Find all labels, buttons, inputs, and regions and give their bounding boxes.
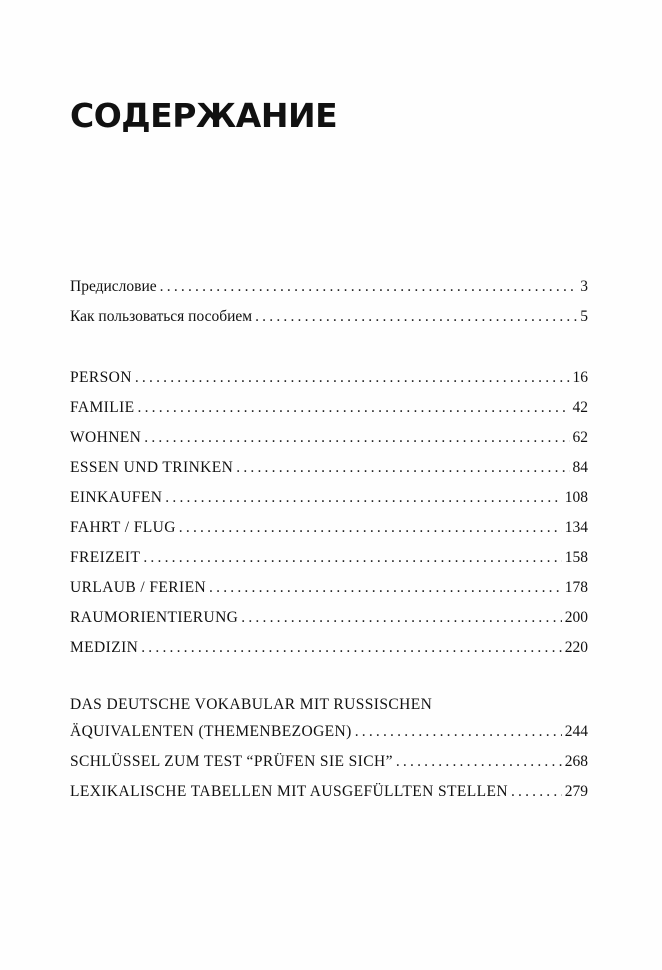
toc-entry-page: 178 (564, 579, 588, 596)
toc-entry[interactable] (70, 573, 588, 603)
dot-leader (179, 513, 562, 543)
toc-entry-page: 108 (564, 489, 588, 506)
toc-entry-page: 279 (564, 783, 588, 800)
dot-leader (236, 453, 569, 483)
dot-leader (255, 302, 577, 332)
toc-entry-label: FAMILIE (70, 399, 135, 416)
dot-leader (143, 543, 561, 573)
toc-entry-label: URLAUB / FERIEN (70, 579, 207, 596)
dot-leader (135, 363, 570, 393)
toc-entry[interactable] (70, 393, 588, 423)
toc-entry-page: 42 (572, 399, 588, 416)
toc-entry-page: 84 (572, 459, 588, 476)
toc-entry-label: SCHLÜSSEL ZUM TEST “PRÜFEN SIE SICH” (70, 753, 393, 770)
toc-entry-label: RAUMORIENTIERUNG (70, 609, 239, 626)
dot-leader (355, 717, 562, 747)
toc-entry-vocabulary[interactable] (70, 693, 588, 747)
toc-entry-label: WOHNEN (70, 429, 142, 446)
toc-entry-page: 268 (564, 753, 588, 770)
toc-entry[interactable] (70, 483, 588, 513)
toc-entry-label: PERSON (70, 369, 132, 386)
dot-leader (396, 747, 562, 777)
toc-entry[interactable] (70, 302, 588, 332)
toc-entry-page: 158 (564, 549, 588, 566)
toc-entry[interactable] (70, 777, 588, 807)
dot-leader (160, 272, 578, 302)
toc-entry-page: 16 (572, 369, 588, 386)
toc-intro-group (70, 272, 588, 332)
toc-entry[interactable] (70, 423, 588, 453)
toc-entry-label: LEXIKALISCHE TABELLEN MIT AUSGEFÜLLTEN STELLEN (70, 783, 508, 800)
toc-entry[interactable] (70, 633, 588, 663)
toc-entry-label: ESSEN UND TRINKEN (70, 459, 234, 476)
dot-leader (165, 483, 561, 513)
page-title: СОДЕРЖАНИЕ (70, 96, 338, 135)
dot-leader (141, 633, 562, 663)
dot-leader (144, 423, 569, 453)
dot-leader (138, 393, 570, 423)
toc-entry[interactable] (70, 747, 588, 777)
toc-entry-line2 (70, 717, 588, 747)
toc-entry-page: 244 (564, 723, 588, 740)
toc-entry[interactable] (70, 363, 588, 393)
toc-entry[interactable] (70, 453, 588, 483)
toc-entry-label: Предисловие (70, 278, 157, 295)
toc-entry-page: 134 (564, 519, 588, 536)
toc-entry[interactable] (70, 272, 588, 302)
dot-leader (511, 777, 562, 807)
toc-entry-page: 220 (564, 639, 588, 656)
toc-appendix-group (70, 693, 588, 807)
toc-entry[interactable] (70, 603, 588, 633)
toc-entry-page: 200 (564, 609, 588, 626)
dot-leader (241, 603, 561, 633)
toc-entry[interactable] (70, 543, 588, 573)
toc-entry-label: FAHRT / FLUG (70, 519, 176, 536)
toc-entry-label: MEDIZIN (70, 639, 139, 656)
toc-entry-page: 62 (572, 429, 588, 446)
toc-entry-label: FREIZEIT (70, 549, 141, 566)
toc-entry-label-line1: DAS DEUTSCHE VOKABULAR MIT RUSSISCHEN (70, 696, 433, 713)
toc-entry-page: 5 (580, 308, 588, 325)
toc-entry-label: EINKAUFEN (70, 489, 163, 506)
toc-entry-page: 3 (580, 278, 588, 295)
toc-topics-group (70, 363, 588, 663)
toc-entry-label: Как пользоваться пособием (70, 308, 253, 325)
dot-leader (209, 573, 562, 603)
toc-entry-label-line2: ÄQUIVALENTEN (THEMENBEZOGEN) (70, 723, 352, 740)
toc-entry[interactable] (70, 513, 588, 543)
